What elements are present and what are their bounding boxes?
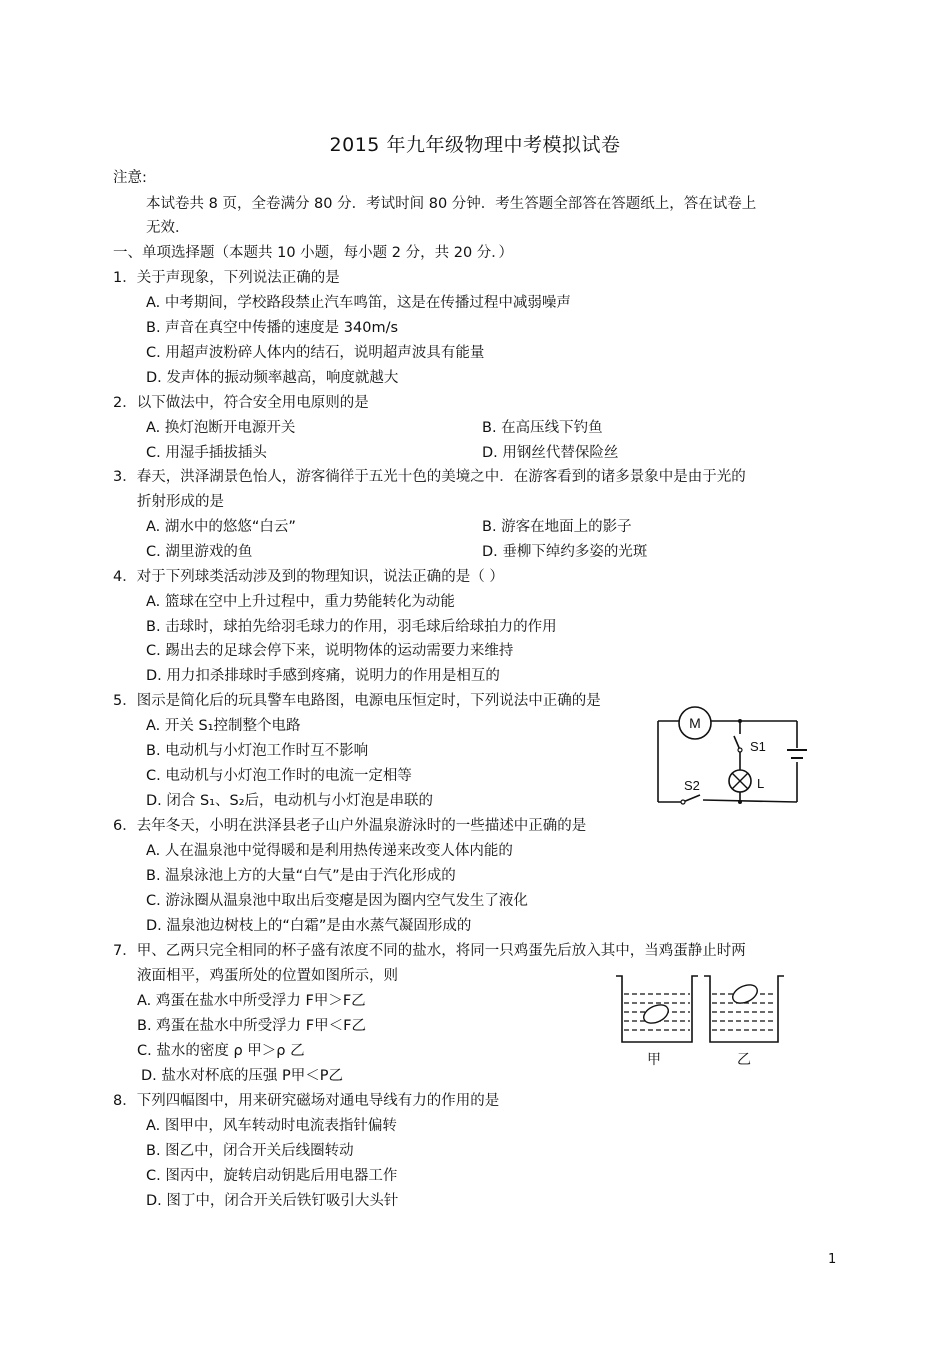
question-stem: 2．以下做法中，符合安全用电原则的是 xyxy=(113,395,369,411)
motor-label: M xyxy=(689,715,701,731)
question-stem-cont: 液面相平，鸡蛋所处的位置如图所示，则 xyxy=(137,968,398,984)
option-c: C. 用湿手插拔插头 xyxy=(146,445,267,461)
notice-label: 注意: xyxy=(113,170,147,186)
question-stem: 8．下列四幅图中，用来研究磁场对通电导线有力的作用的是 xyxy=(113,1093,500,1109)
option-c: C. 踢出去的足球会停下来，说明物体的运动需要力来维持 xyxy=(146,643,514,659)
option-b: B. 电动机与小灯泡工作时互不影响 xyxy=(146,743,369,759)
question-stem: 1．关于声现象，下列说法正确的是 xyxy=(113,270,340,286)
option-a: A. 鸡蛋在盐水中所受浮力 F甲＞F乙 xyxy=(137,993,366,1009)
option-a: A. 湖水中的悠悠“白云” xyxy=(146,519,296,535)
question-stem: 3．春天，洪泽湖景色怡人，游客徜徉于五光十色的美境之中．在游客看到的诸多景象中是由于光的 xyxy=(113,469,746,485)
s2-label: S2 xyxy=(684,778,700,793)
option-a: A. 开关 S₁控制整个电路 xyxy=(146,718,301,734)
option-b: B. 游客在地面上的影子 xyxy=(482,519,632,535)
option-d: D. 盐水对杯底的压强 P甲＜P乙 xyxy=(141,1068,343,1084)
option-d: D. 用钢丝代替保险丝 xyxy=(482,445,619,461)
question-stem: 4．对于下列球类活动涉及到的物理知识，说法正确的是（ ） xyxy=(113,569,504,585)
option-d: D. 图丁中，闭合开关后铁钉吸引大头针 xyxy=(146,1193,399,1209)
option-c: C. 图丙中，旋转启动钥匙后用电器工作 xyxy=(146,1168,398,1184)
option-c: C. 游泳圈从温泉池中取出后变瘪是因为圈内空气发生了液化 xyxy=(146,893,528,909)
s1-label: S1 xyxy=(750,739,766,754)
beaker-left-label: 甲 xyxy=(647,1052,661,1068)
option-c: C. 盐水的密度 ρ 甲＞ρ 乙 xyxy=(137,1043,305,1059)
page-number: 1 xyxy=(828,1252,837,1267)
option-c: C. 用超声波粉碎人体内的结石，说明超声波具有能量 xyxy=(146,345,485,361)
option-c: C. 湖里游戏的鱼 xyxy=(146,544,253,560)
circuit-diagram xyxy=(650,702,815,808)
option-b: B. 声音在真空中传播的速度是 340m/s xyxy=(146,320,399,336)
question-stem: 6．去年冬天，小明在洪泽县老子山户外温泉游泳时的一些描述中正确的是 xyxy=(113,818,587,834)
option-b: B. 在高压线下钓鱼 xyxy=(482,420,603,436)
option-a: A. 人在温泉池中觉得暖和是利用热传递来改变人体内能的 xyxy=(146,843,513,859)
option-b: B. 击球时，球拍先给羽毛球力的作用，羽毛球后给球拍力的作用 xyxy=(146,619,557,635)
lamp-label: L xyxy=(757,776,765,791)
option-c: C. 电动机与小灯泡工作时的电流一定相等 xyxy=(146,768,412,784)
beaker-diagram xyxy=(610,970,785,1070)
question-stem: 7．甲、乙两只完全相同的杯子盛有浓度不同的盐水，将同一只鸡蛋先后放入其中，当鸡蛋静止时两 xyxy=(113,943,746,959)
page-title: 2015 年九年级物理中考模拟试卷 xyxy=(329,134,621,156)
option-b: B. 鸡蛋在盐水中所受浮力 F甲＜F乙 xyxy=(137,1018,366,1034)
option-b: B. 图乙中，闭合开关后线圈转动 xyxy=(146,1143,354,1159)
option-b: B. 温泉泳池上方的大量“白气”是由于汽化形成的 xyxy=(146,868,456,884)
option-a: A. 中考期间，学校路段禁止汽车鸣笛，这是在传播过程中减弱噪声 xyxy=(146,295,571,311)
section-heading: 一、单项选择题（本题共 10 小题，每小题 2 分，共 20 分．） xyxy=(113,245,514,261)
option-d: D. 温泉池边树枝上的“白霜”是由水蒸气凝固形成的 xyxy=(146,918,472,934)
option-a: A. 换灯泡断开电源开关 xyxy=(146,420,296,436)
question-stem: 5．图示是简化后的玩具警车电路图，电源电压恒定时，下列说法中正确的是 xyxy=(113,693,601,709)
option-d: D. 发声体的振动频率越高，响度就越大 xyxy=(146,370,399,386)
notice-line1: 本试卷共 8 页，全卷满分 80 分．考试时间 80 分钟．考生答题全部答在答题纸上，答在试卷上 xyxy=(146,196,757,212)
question-stem-cont: 折射形成的是 xyxy=(137,494,224,510)
option-d: D. 用力扣杀排球时手感到疼痛，说明力的作用是相互的 xyxy=(146,668,500,684)
option-a: A. 篮球在空中上升过程中，重力势能转化为动能 xyxy=(146,594,455,610)
option-d: D. 垂柳下绰约多姿的光斑 xyxy=(482,544,648,560)
notice-line2: 无效． xyxy=(146,220,190,236)
beaker-right-label: 乙 xyxy=(737,1052,751,1068)
egg-left-icon xyxy=(641,1001,671,1026)
option-d: D. 闭合 S₁、S₂后，电动机与小灯泡是串联的 xyxy=(146,793,434,809)
option-a: A. 图甲中，风车转动时电流表指针偏转 xyxy=(146,1118,397,1134)
